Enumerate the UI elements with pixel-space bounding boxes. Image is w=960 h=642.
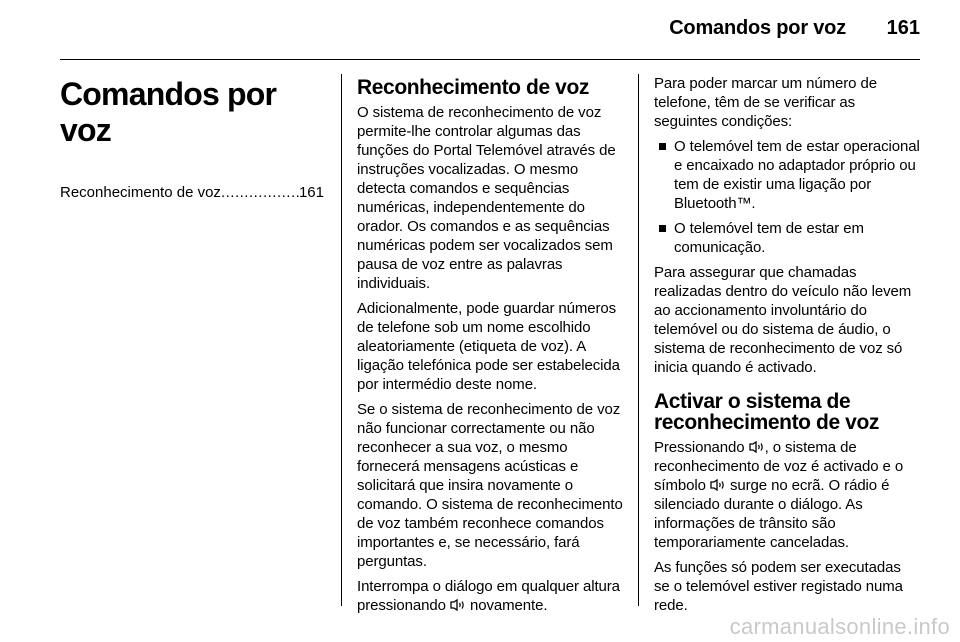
list-item: O telemóvel tem de estar em comunicação. (654, 219, 920, 257)
toc-entry-label[interactable]: Reconhecimento de voz (60, 184, 221, 201)
main-column (357, 74, 623, 621)
toc-entry[interactable] (60, 183, 324, 202)
header-title: Comandos por voz (669, 17, 846, 39)
paragraph: As funções só podem ser executadas se o telemóvel estiver registado numa rede. (654, 559, 903, 614)
column-divider (638, 74, 639, 606)
right-column (654, 74, 920, 621)
paragraph (654, 438, 920, 552)
paragraph: O sistema de reconhecimento de voz permite-lhe controlar algumas das funções do Portal Telemóvel através de instruções vocalizadas. O mesmo detecta comandos e sequências numéricas, independentemente do orador. Os comandos e as sequências numéricas podem ser vocalizados sem pausa de voz entre as palavras individuais. (357, 104, 616, 292)
paragraph: Se o sistema de reconhecimento de voz não funcionar correctamente ou não reconhecer a sua voz, o mesmo fornecerá mensagens acústicas e solicitará que insira novamente o comando. O sistema de reconhecimento de voz também reconhece comandos importantes e, se necessário, fará perguntas. (357, 401, 623, 570)
page-header (60, 0, 920, 58)
conditions-list (654, 137, 920, 257)
paragraph: Para poder marcar um número de telefone, têm de se verificar as seguintes condições: (654, 75, 877, 130)
paragraph: Adicionalmente, pode guardar números de telefone sob um nome escolhido aleatoriamente (etiqueta de voz). A ligação telefónica pode ser estabelecida por intermédio deste nome. (357, 300, 620, 393)
chapter-column (60, 74, 324, 202)
toc-entry-page[interactable]: 161 (298, 184, 324, 201)
page-number: 161 (886, 17, 920, 39)
voice-control-icon (710, 479, 726, 491)
voice-control-icon (749, 441, 765, 453)
paragraph-text: Pressionando (654, 439, 745, 456)
paragraph-text: novamente. (470, 597, 548, 614)
paragraph-text: Interrompa o diálogo em qualquer altura pressionando (357, 578, 620, 614)
watermark: carmanualsonline.info (729, 614, 950, 639)
column-divider (341, 74, 342, 606)
paragraph: Para assegurar que chamadas realizadas dentro do veículo não levem ao accionamento involuntário do telemóvel ou do sistema de áudio, o sistema de reconhecimento de voz só inicia quando é activado. (654, 264, 912, 376)
voice-control-icon (450, 599, 466, 611)
paragraph (357, 577, 623, 615)
subsection-title: Activar o sistema de reconhecimento de voz (654, 390, 879, 434)
header-divider (60, 59, 920, 60)
toc-leader-dots (221, 183, 299, 202)
list-item: O telemóvel tem de estar operacional e encaixado no adaptador próprio ou tem de existir uma ligação por Bluetooth™. (654, 137, 920, 213)
section-title: Reconhecimento de voz (357, 76, 589, 99)
chapter-title: Comandos por voz (60, 76, 277, 148)
paragraph-text: surge no ecrã. O rádio é silenciado durante o diálogo. As informações de trânsito são temporariamente canceladas. (654, 477, 890, 551)
paragraph-text: , o sistema de reconhecimento de voz é activado e o símbolo (654, 439, 904, 494)
